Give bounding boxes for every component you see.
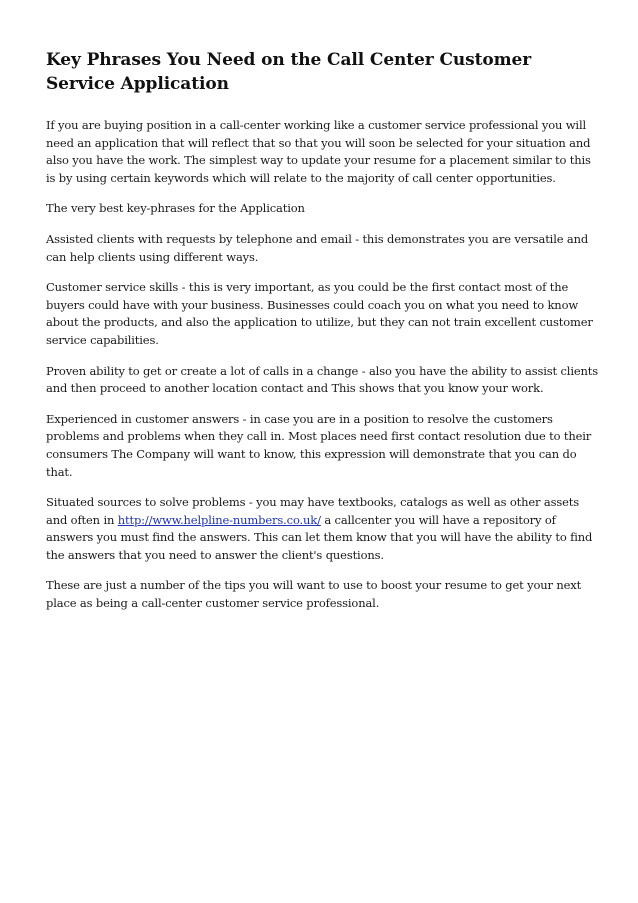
key-phrases-subheading: The very best key-phrases for the Application bbox=[46, 201, 305, 216]
document-title: Key Phrases You Need on the Call Center Customer Service Application bbox=[46, 50, 532, 94]
assisted-clients-paragraph: Assisted clients with requests by telephone and email - this demonstrates you are versatile and can help clients using different ways. bbox=[46, 231, 589, 264]
document-page bbox=[46, 48, 598, 626]
situated-sources-text-after: a callcenter you will have a repository of answers you must find the answers. This can let them know that you will have the ability to find the answers that you need to answer the client's questions. bbox=[46, 512, 593, 562]
closing-paragraph: These are just a number of the tips you will want to use to boost your resume to get your next place as being a call-center customer service professional. bbox=[46, 578, 582, 611]
helpline-numbers-link[interactable]: http://www.helpline-numbers.co.uk/ bbox=[117, 512, 321, 527]
intro-paragraph: If you are buying position in a call-center working like a customer service professional you will need an application that will reflect that so that you will soon be selected for your situation and also you have the work. The simplest way to update your resume for a placement similar to this is by using certain keywords which will relate to the majority of call center opportunities. bbox=[46, 118, 591, 185]
proven-ability-paragraph: Proven ability to get or create a lot of calls in a change - also you have the ability to assist clients and then proceed to another location contact and This shows that you know your work. bbox=[46, 363, 598, 396]
customer-service-skills-paragraph: Customer service skills - this is very important, as you could be the first contact most of the buyers could have with your business. Businesses could coach you on what you need to know about the products, and also the application to utilize, but they can not train excellent customer service capabilities. bbox=[46, 280, 593, 347]
situated-sources-paragraph bbox=[46, 494, 598, 564]
experienced-answers-paragraph: Experienced in customer answers - in case you are in a position to resolve the customers problems and problems when they call in. Most places need first contact resolution due to their consumers The Company will want to know, this expression will demonstrate that you can do that. bbox=[46, 411, 592, 479]
situated-sources-text-before: Situated sources to solve problems - you may have textbooks, catalogs as well as other assets and often in bbox=[46, 495, 579, 527]
